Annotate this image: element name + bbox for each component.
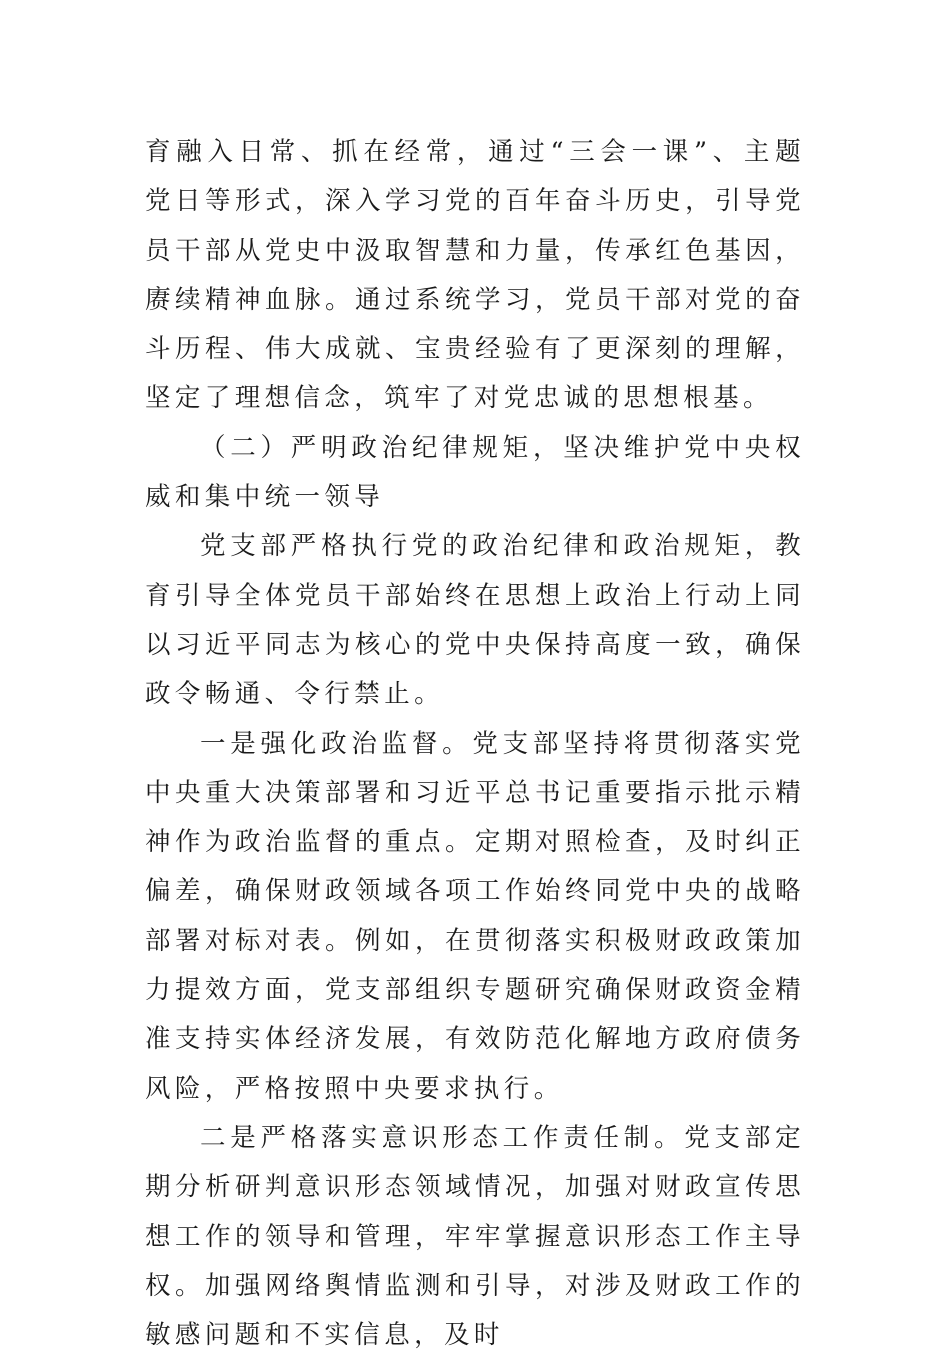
paragraph-intro: 党支部严格执行党的政治纪律和政治规矩，教育引导全体党员干部始终在思想上政治上行动上同以习近平同志为核心的党中央保持高度一致，确保政令畅通、令行禁止。	[145, 531, 805, 710]
paragraph-point-2: 二是严格落实意识形态工作责任制。党支部定期分析研判意识形态领域情况，加强对财政宣传思想工作的领导和管理，牢牢掌握意识形态工作主导权。加强网络舆情监测和引导，对涉及财政工作的敏感问题和不实信息，及时	[145, 1122, 805, 1351]
document-body	[145, 128, 805, 1360]
paragraph-point-1: 一是强化政治监督。党支部坚持将贯彻落实党中央重大决策部署和习近平总书记重要指示批示精神作为政治监督的重点。定期对照检查，及时纠正偏差，确保财政领域各项工作始终同党中央的战略部署对标对表。例如，在贯彻落实积极财政政策加力提效方面，党支部组织专题研究确保财政资金精准支持实体经济发展，有效防范化解地方政府债务风险，严格按照中央要求执行。	[145, 728, 805, 1104]
section-heading-2: （二）严明政治纪律规矩，坚决维护党中央权威和集中统一领导	[145, 432, 805, 513]
paragraph-continued: 育融入日常、抓在经常，通过“三会一课”、主题党日等形式，深入学习党的百年奋斗历史，引导党员干部从党史中汲取智慧和力量，传承红色基因，赓续精神血脉。通过系统学习，党员干部对党的奋斗历程、伟大成就、宝贵经验有了更深刻的理解，坚定了理想信念，筑牢了对党忠诚的思想根基。	[145, 137, 805, 414]
